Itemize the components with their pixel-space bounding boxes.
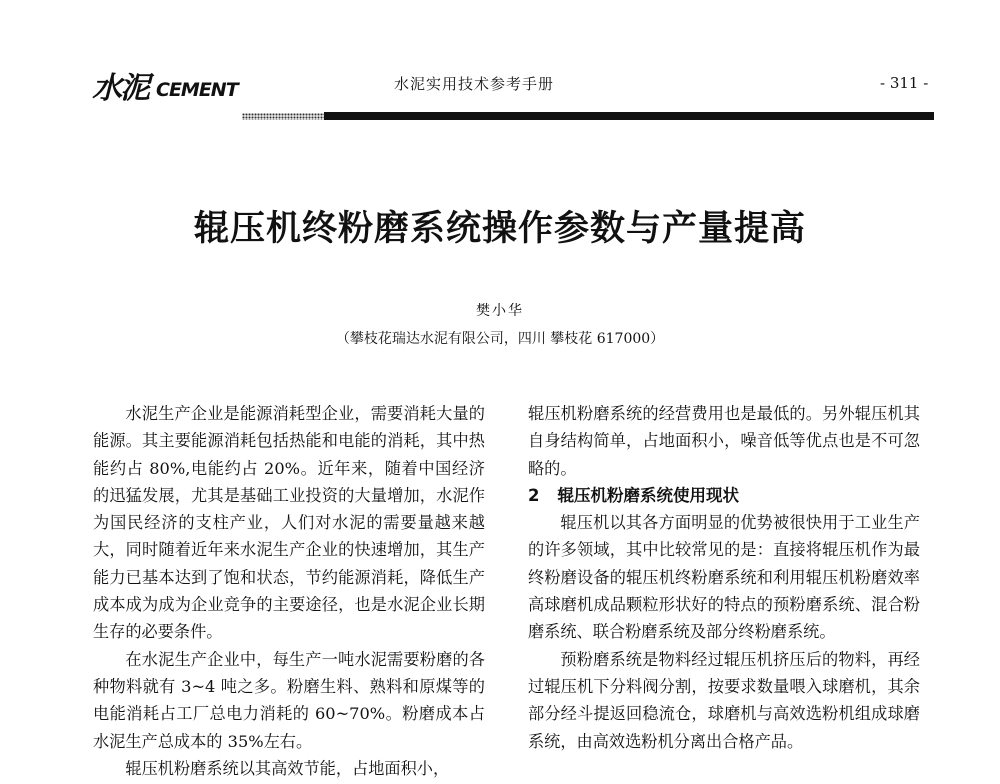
- logo-chinese-text: 水泥: [92, 71, 148, 106]
- left-column: [93, 400, 485, 782]
- section-title: 辊压机粉磨系统使用现状: [557, 485, 739, 505]
- running-title: 水泥实用技术参考手册: [394, 75, 555, 93]
- body-paragraph: 辊压机粉磨系统以其高效节能，占地面积小，: [125, 758, 450, 778]
- author-affiliation: （攀枝花瑞达水泥有限公司，四川 攀枝花 617000）: [335, 331, 665, 347]
- logo-english-text: CEMENT: [156, 79, 238, 101]
- continued-paragraph: 辊压机粉磨系统的经营费用也是最低的。另外辊压机其自身结构简单，占地面积小，噪音低等优点也是不可忽略的。: [528, 404, 920, 478]
- page-number: - 311 -: [880, 74, 929, 92]
- journal-logo: [92, 72, 252, 112]
- body-paragraph: 水泥生产企业是能源消耗型企业，需要消耗大量的能源。其主要能源消耗包括热能和电能的消耗，其中热能约占 80%,电能约占 20%。近年来，随着中国经济的迅猛发展，尤其是基础工业投资的大量增加，水泥作为国民经济的支柱产业，人们对水泥的需要量越来越大，同时随着近年来水泥生产企业的快速增加，其生产能力已基本达到了饱和状态，节约能源消耗，降低生产成本成为成为企业竞争的主要途径，也是水泥企业长期生存的必要条件。: [93, 404, 485, 642]
- body-paragraph: 在水泥生产企业中，每生产一吨水泥需要粉磨的各种物料就有 3~4 吨之多。粉磨生料、熟料和原煤等的电能消耗占工厂总电力消耗的 60~70%。粉磨成本占水泥生产总成本的 35%左右。: [93, 649, 485, 751]
- section-number: 2: [528, 485, 540, 505]
- right-column: [528, 400, 920, 755]
- author-name: 樊小华: [476, 303, 524, 319]
- header-rule-thick: [324, 112, 934, 120]
- body-paragraph: 辊压机以其各方面明显的优势被很快用于工业生产的许多领域，其中比较常见的是：直接将辊压机作为最终粉磨设备的辊压机终粉磨系统和利用辊压机粉磨效率高球磨机成品颗粒形状好的特点的预粉磨系统、混合粉磨系统、联合粉磨系统及部分终粉磨系统。: [528, 513, 920, 642]
- header-rule-dotted: [242, 113, 324, 120]
- section-heading: [528, 482, 920, 509]
- body-paragraph: 预粉磨系统是物料经过辊压机挤压后的物料，再经过辊压机下分料阀分割，按要求数量喂入球磨机，其余部分经斗提返回稳流仓，球磨机与高效选粉机组成球磨系统，由高效选粉机分离出合格产品。: [528, 649, 920, 751]
- article-title: 辊压机终粉磨系统操作参数与产量提高: [193, 209, 806, 249]
